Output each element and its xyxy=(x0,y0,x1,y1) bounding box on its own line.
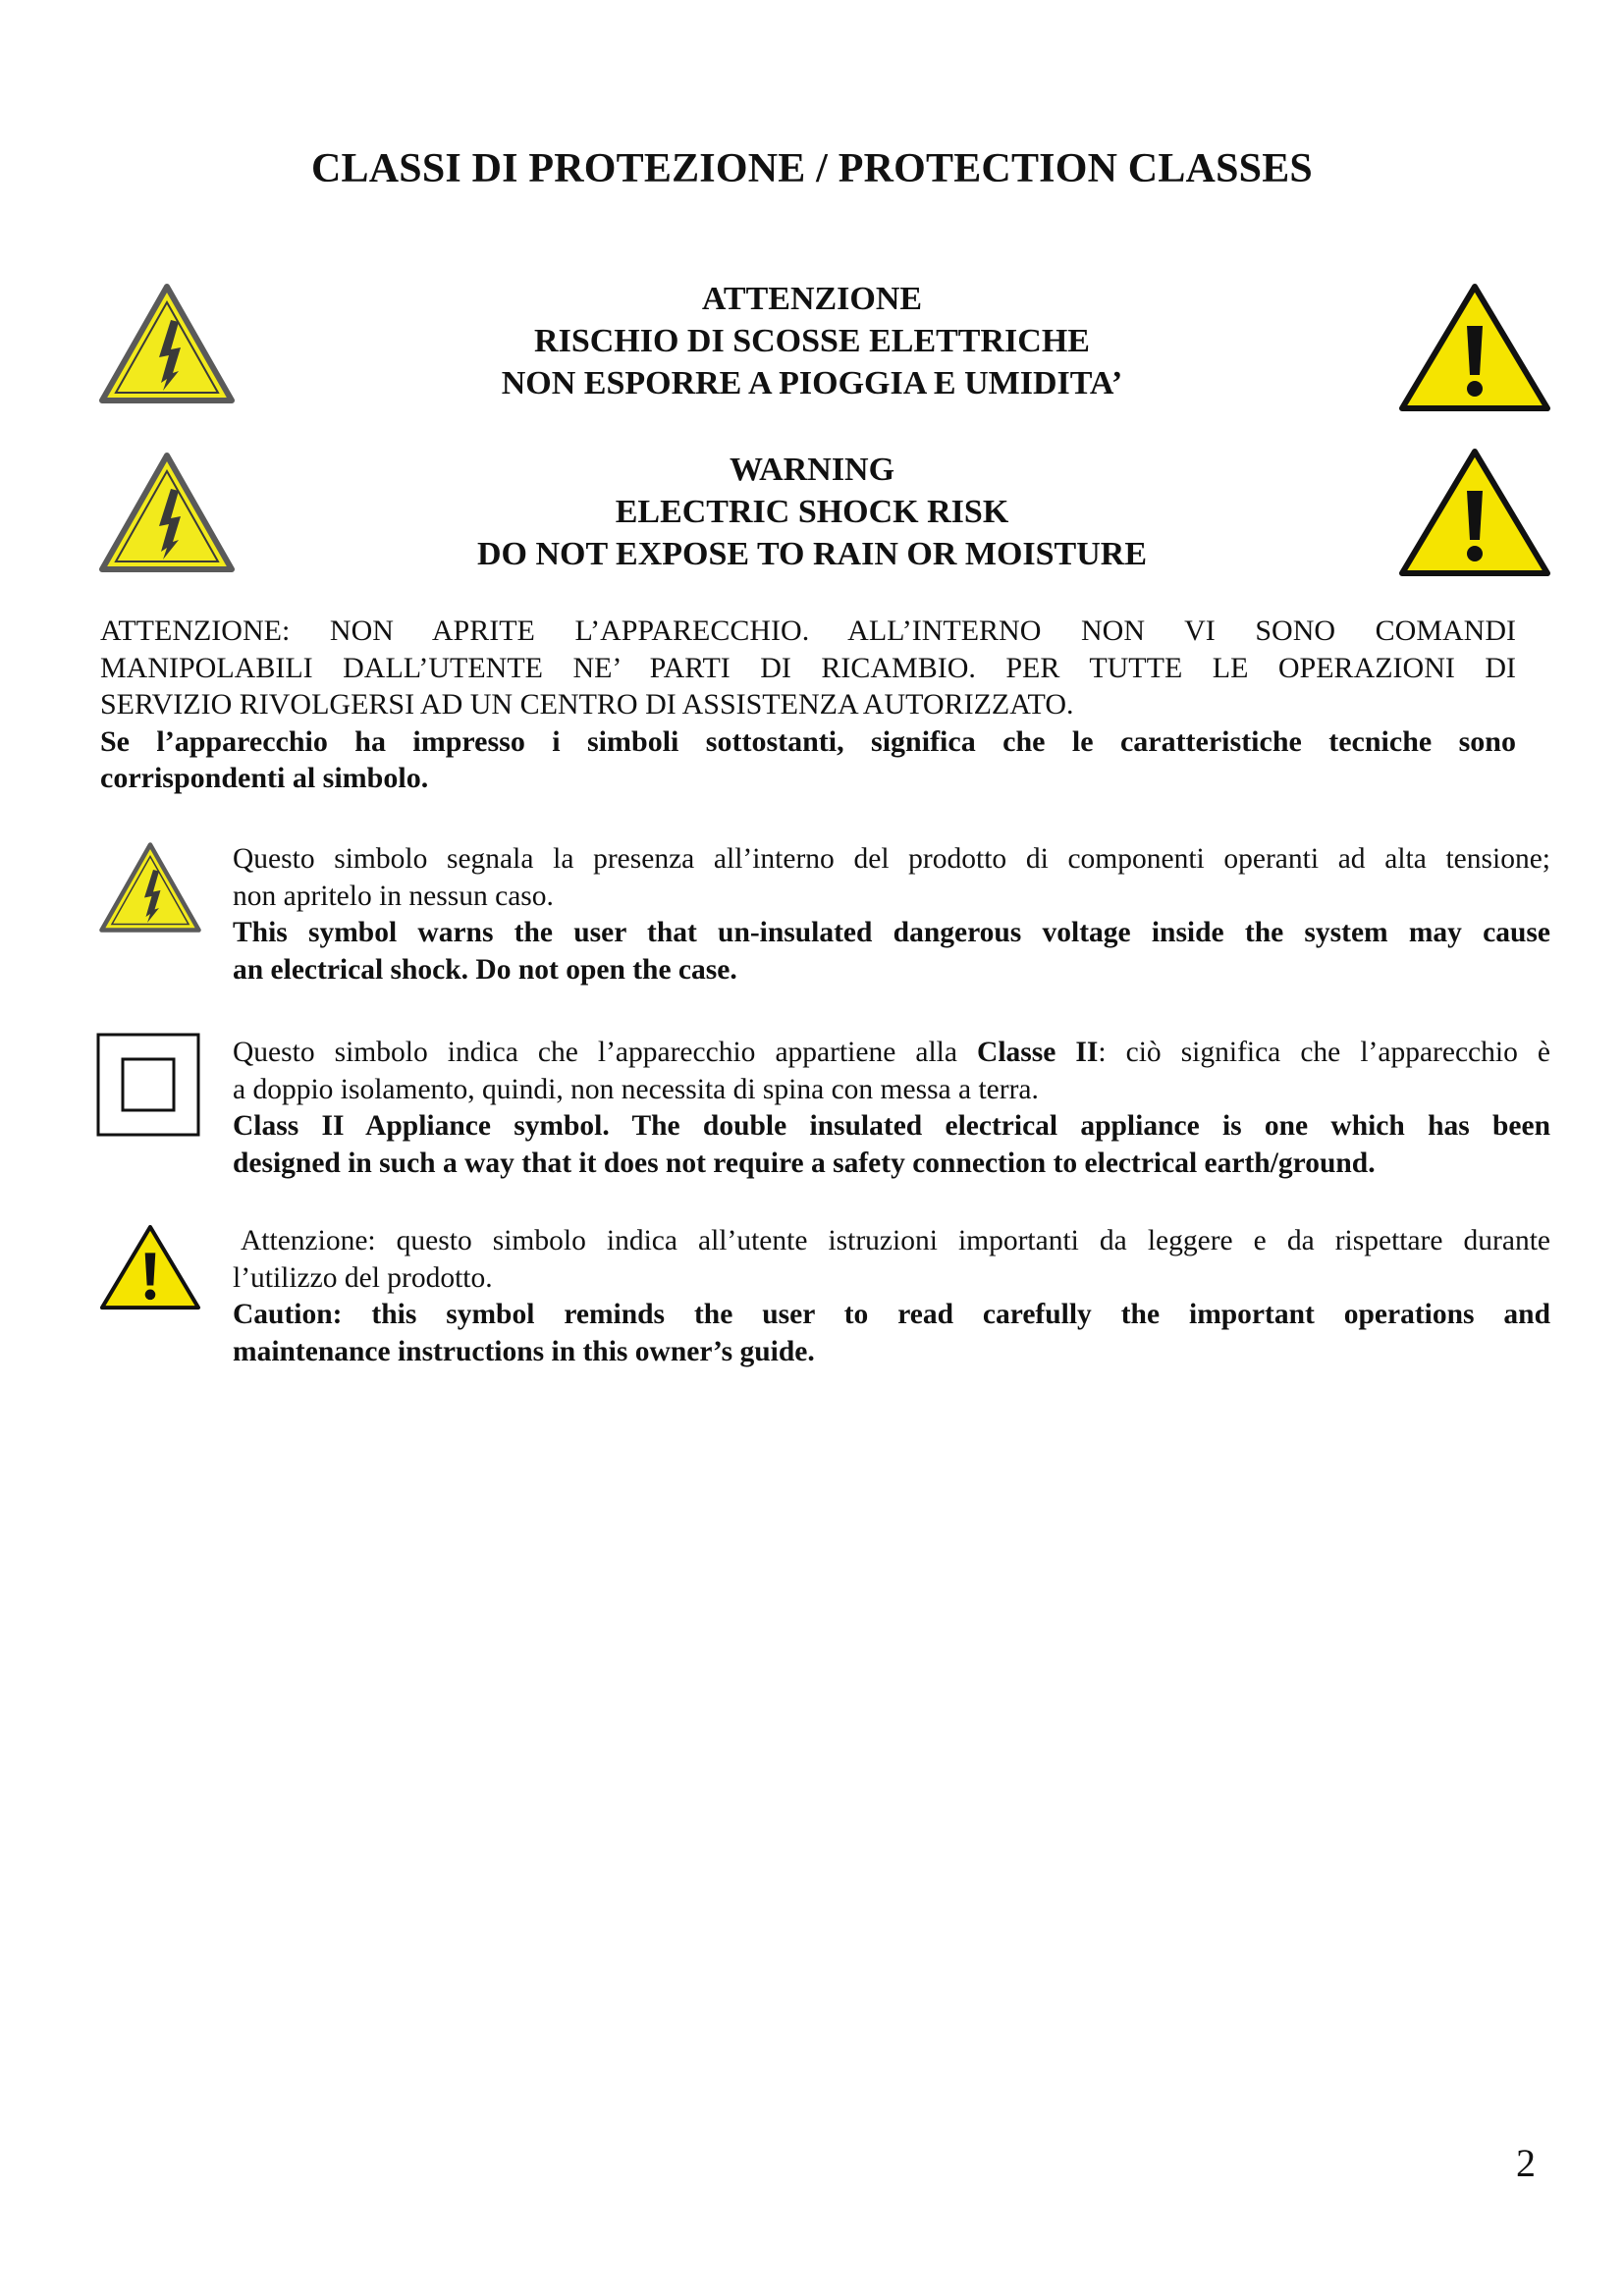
symbol-it-line: Attenzione: questo simbolo indica all’utente istruzioni importanti da leggere e da rispettare durante xyxy=(241,1225,1550,1256)
notice-paragraph xyxy=(100,613,1516,797)
symbol-description xyxy=(233,1035,1550,1182)
symbol-it-line: l’utilizzo del prodotto. xyxy=(233,1261,493,1294)
exclamation-warning-icon xyxy=(1396,281,1553,414)
warning-english-line3: DO NOT EXPOSE TO RAIN OR MOISTURE xyxy=(476,536,1148,572)
notice-line: MANIPOLABILI DALL’UTENTE NE’ PARTI DI RICAMBIO. PER TUTTE LE OPERAZIONI DI xyxy=(100,651,1516,684)
symbol-it-line xyxy=(233,1035,1550,1072)
symbol-description xyxy=(233,841,1550,988)
symbol-it-text: : ciò significa che l’apparecchio è xyxy=(1098,1037,1550,1068)
symbol-en-line: This symbol warns the user that un-insulated dangerous voltage inside the system may cause xyxy=(233,917,1550,948)
symbol-en-line: designed in such a way that it does not require a safety connection to electrical earth/ground. xyxy=(233,1147,1376,1179)
symbol-it-text: Questo simbolo indica che l’apparecchio appartiene alla xyxy=(233,1037,978,1068)
symbol-it-line: non apritelo in nessun caso. xyxy=(233,880,554,912)
notice-bold-line: corrispondenti al simbolo. xyxy=(100,762,429,794)
warning-english-line1: WARNING xyxy=(729,452,895,488)
warning-italian xyxy=(0,278,1624,404)
symbol-en-line: maintenance instructions in this owner’s guide. xyxy=(233,1335,815,1367)
exclamation-warning-icon xyxy=(1396,446,1553,579)
classe-ii-bold: Classe II xyxy=(977,1037,1099,1068)
warning-english xyxy=(0,449,1624,575)
warning-english-line2: ELECTRIC SHOCK RISK xyxy=(615,494,1009,530)
warning-italian-line3: NON ESPORRE A PIOGGIA E UMIDITA’ xyxy=(501,365,1123,401)
notice-line: SERVIZIO RIVOLGERSI AD UN CENTRO DI ASSISTENZA AUTORIZZATO. xyxy=(100,688,1074,721)
class-ii-double-square-icon xyxy=(96,1033,200,1137)
page-number: 2 xyxy=(1516,2141,1536,2185)
symbol-it-line: a doppio isolamento, quindi, non necessita di spina con messa a terra. xyxy=(233,1073,1039,1105)
symbol-en-line: an electrical shock. Do not open the case. xyxy=(233,953,737,986)
warning-italian-line2: RISCHIO DI SCOSSE ELETTRICHE xyxy=(534,323,1090,359)
notice-bold-line: Se l’apparecchio ha impresso i simboli sottostanti, significa che le caratteristiche tecniche sono xyxy=(100,724,1516,758)
page-title: CLASSI DI PROTEZIONE / PROTECTION CLASSES xyxy=(311,146,1313,191)
warning-italian-line1: ATTENZIONE xyxy=(701,281,923,317)
symbol-description xyxy=(233,1223,1550,1370)
symbol-it-line: Questo simbolo segnala la presenza all’interno del prodotto di componenti operanti ad alta tensione; xyxy=(233,843,1550,875)
symbol-en-line: Caution: this symbol reminds the user to read carefully the important operations and xyxy=(233,1299,1550,1330)
notice-line: ATTENZIONE: NON APRITE L’APPARECCHIO. ALL’INTERNO NON VI SONO COMANDI xyxy=(100,614,1516,647)
exclamation-warning-icon xyxy=(98,1221,202,1313)
lightning-warning-icon xyxy=(98,840,202,934)
symbol-en-line: Class II Appliance symbol. The double insulated electrical appliance is one which has been xyxy=(233,1110,1550,1142)
